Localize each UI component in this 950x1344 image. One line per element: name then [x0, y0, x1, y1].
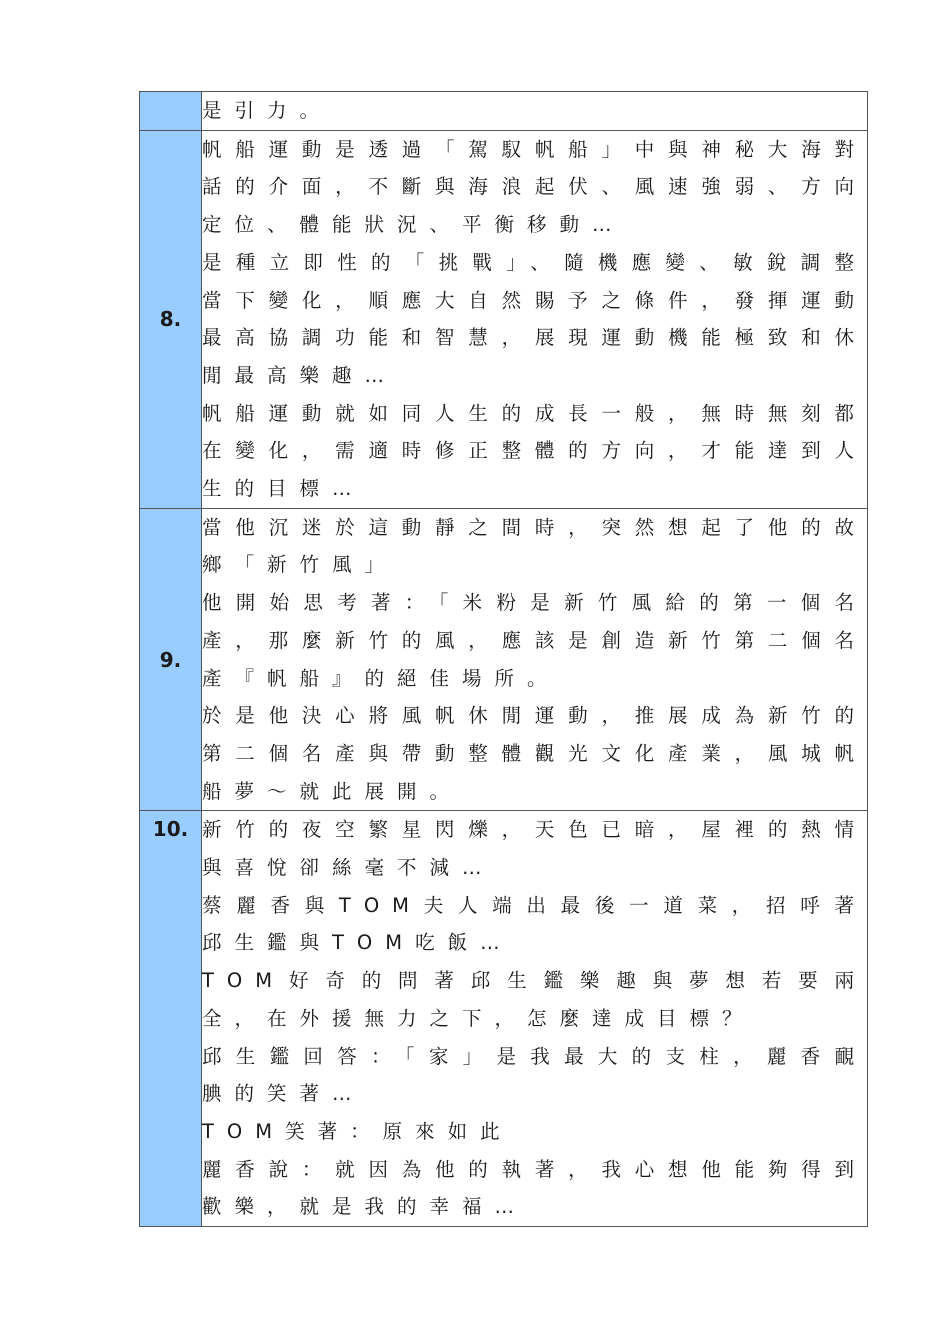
paragraph: 當他沉迷於這動靜之間時，突然想起了他的故鄉「新竹風」 — [202, 515, 867, 577]
row-text-cell — [202, 130, 868, 508]
paragraph: 邱生鑑回答：「家」是我最大的支柱，麗香靦腆的笑著… — [202, 1044, 867, 1106]
script-table — [139, 91, 868, 1227]
paragraph: 他開始思考著：「米粉是新竹風給的第一個名產，那麼新竹的風，應該是創造新竹第二個名產『帆船』的絕佳場所。 — [202, 591, 867, 690]
row-number-cell — [140, 811, 202, 1227]
row-number-cell — [140, 508, 202, 811]
table-row — [140, 508, 868, 811]
row-number-cell — [140, 130, 202, 508]
table-row — [140, 92, 868, 131]
row-text-cell — [202, 92, 868, 131]
paragraph: 蔡麗香與TOM夫人端出最後一道菜，招呼著邱生鑑與TOM吃飯… — [202, 893, 867, 955]
paragraph: 是引力。 — [202, 99, 333, 122]
paragraph: TOM好奇的問著邱生鑑樂趣與夢想若要兩全，在外援無力之下，怎麼達成目標？ — [202, 969, 867, 1030]
paragraph: 麗香說：就因為他的執著，我心想他能夠得到歡樂，就是我的幸福… — [202, 1157, 867, 1219]
row-number: 9. — [159, 647, 182, 672]
paragraph: TOM笑著：原來如此 — [202, 1119, 513, 1143]
table-row — [140, 130, 868, 508]
row-text-cell — [202, 811, 868, 1227]
paragraph: 帆船運動是透過「駕馭帆船」中與神秘大海對話的介面，不斷與海浪起伏、風速強弱、方向定位、體能狀況、平衡移動… — [202, 137, 867, 237]
row-number-cell — [140, 92, 202, 131]
paragraph: 新竹的夜空繁星閃爍，天色已暗，屋裡的熱情與喜悅卻絲毫不減… — [202, 818, 867, 880]
row-number: 10. — [152, 817, 189, 842]
row-number: 8. — [159, 307, 182, 332]
paragraph: 於是他決心將風帆休閒運動，推展成為新竹的第二個名產與帶動整體觀光文化產業，風城帆船夢〜就此展開。 — [202, 704, 867, 803]
paragraph: 帆船運動就如同人生的成長一般，無時無刻都在變化，需適時修正整體的方向，才能達到人生的目標… — [202, 401, 867, 501]
row-text-cell — [202, 508, 868, 811]
table-row — [140, 811, 868, 1227]
paragraph: 是種立即性的「挑戰」、隨機應變、敏銳調整當下變化，順應大自然賜予之條件，發揮運動最高協調功能和智慧，展現運動機能極致和休閒最高樂趣… — [202, 250, 867, 387]
